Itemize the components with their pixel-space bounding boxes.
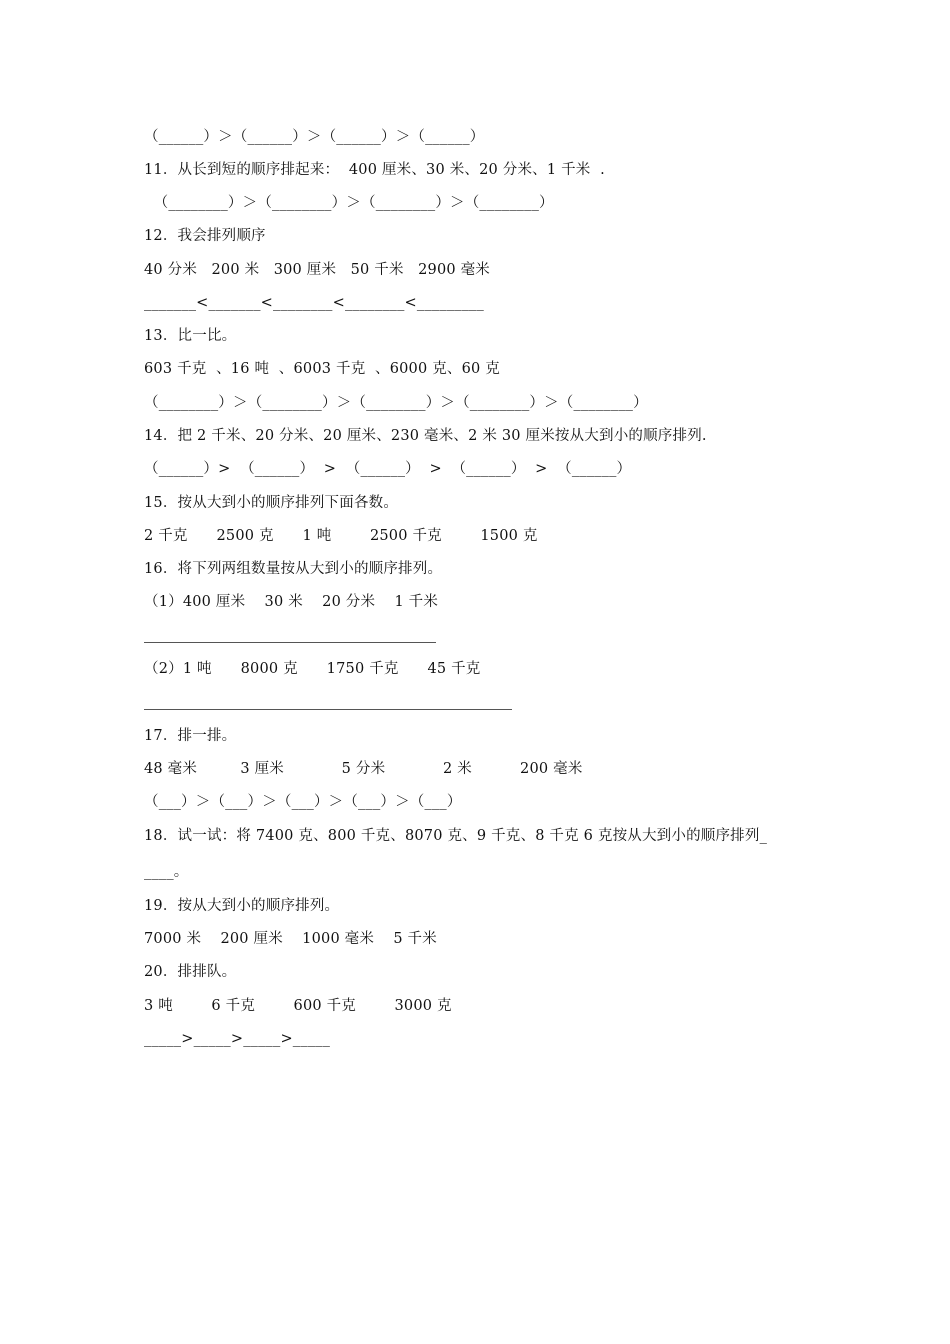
q17-prompt: 17．排一排。 xyxy=(144,728,237,744)
q18-answer-blank[interactable]: ____。 xyxy=(144,864,189,880)
q16-part1-quantities: （1）400 厘米 30 米 20 分米 1 千米 xyxy=(144,594,439,610)
q12-answer-blanks[interactable]: _______<_______<________<________<_________ xyxy=(144,295,484,311)
q11-prompt: 11．从长到短的顺序排起来： 400 厘米、30 米、20 分米、1 千米 . xyxy=(144,162,605,178)
q16-prompt: 16．将下列两组数量按从大到小的顺序排列。 xyxy=(144,561,443,577)
q14-answer-blanks[interactable]: （______）> （______） > （______） > （______） > （______） xyxy=(144,461,632,477)
q12-quantities: 40 分米 200 米 300 厘米 50 千米 2900 毫米 xyxy=(144,262,491,278)
q13-quantities: 603 千克 、16 吨 、6003 千克 、6000 克、60 克 xyxy=(144,361,500,377)
q19-prompt: 19．按从大到小的顺序排列。 xyxy=(144,898,340,914)
q13-answer-blanks[interactable]: （________）＞（________）＞（________）＞（________）＞（________） xyxy=(144,395,648,411)
q20-quantities: 3 吨 6 千克 600 千克 3000 克 xyxy=(144,998,452,1014)
q19-quantities: 7000 米 200 厘米 1000 毫米 5 千米 xyxy=(144,931,437,947)
q15-quantities: 2 千克 2500 克 1 吨 2500 千克 1500 克 xyxy=(144,528,538,544)
q20-prompt: 20．排排队。 xyxy=(144,964,237,980)
q13-prompt: 13．比一比。 xyxy=(144,328,237,344)
q16-part2-quantities: （2）1 吨 8000 克 1750 千克 45 千克 xyxy=(144,661,481,677)
q14-prompt: 14．把 2 千米、20 分米、20 厘米、230 毫米、2 米 30 厘米按从大到小的顺序排列. xyxy=(144,428,707,444)
q18-prompt: 18．试一试：将 7400 克、800 千克、8070 克、9 千克、8 千克 6 克按从大到小的顺序排列_ xyxy=(144,828,768,844)
q20-answer-blanks[interactable]: _____>_____>_____>_____ xyxy=(144,1031,331,1047)
q11-answer-blanks[interactable]: （________）＞（________）＞（________）＞（________） xyxy=(144,195,554,211)
q15-prompt: 15．按从大到小的顺序排列下面各数。 xyxy=(144,495,399,511)
q17-answer-blanks[interactable]: （___）＞（___）＞（___）＞（___）＞（___） xyxy=(144,794,462,810)
q12-prompt: 12．我会排列顺序 xyxy=(144,228,266,244)
q16-part2-answer-line[interactable] xyxy=(144,709,512,710)
q17-quantities: 48 毫米 3 厘米 5 分米 2 米 200 毫米 xyxy=(144,761,583,777)
q16-part1-answer-line[interactable] xyxy=(144,642,436,643)
q10-answer-blanks[interactable]: （______）＞（______）＞（______）＞（______） xyxy=(144,129,485,145)
